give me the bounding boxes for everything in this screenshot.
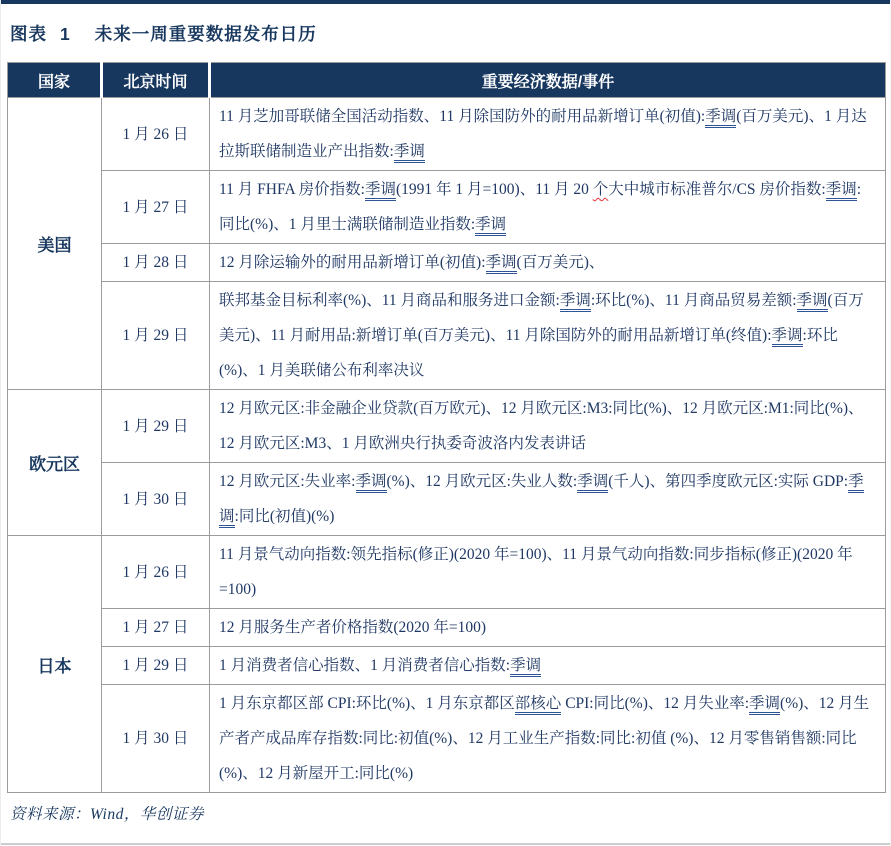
event-text: :同比(初值)(%): [234, 508, 335, 525]
date-cell: 1 月 30 日: [102, 463, 210, 536]
event-cell: [210, 98, 886, 171]
table-row: [8, 536, 886, 609]
date-cell: 1 月 30 日: [102, 685, 210, 793]
date-cell: 1 月 28 日: [102, 244, 210, 282]
figure-title: [10, 21, 890, 46]
country-cell: 日本: [8, 536, 102, 793]
header-row: [8, 63, 886, 98]
event-text: 12 月欧元区:非金融企业贷款(百万欧元)、12 月欧元区:M3:同比(%)、12 月欧元区:M1:同比(%)、12 月欧元区:M3、1 月欧洲央行执委奇波洛内发表讲话: [219, 400, 864, 452]
grammar-underlined-text: 季调: [486, 254, 517, 274]
table-row: [8, 647, 886, 685]
event-text: (百万美元)、: [516, 254, 605, 271]
event-cell: [210, 282, 886, 390]
event-cell: [210, 244, 886, 282]
event-cell: [210, 463, 886, 536]
event-cell: [210, 171, 886, 244]
grammar-underlined-text: 季调: [749, 695, 780, 715]
grammar-underlined-text: 季调: [394, 143, 425, 163]
grammar-underlined-text: 季调: [560, 292, 591, 312]
event-text: :环比(%)、1 月美联储公布利率决议: [219, 327, 838, 379]
event-cell: [210, 609, 886, 647]
table-row: [8, 463, 886, 536]
col-header-country: 国家: [8, 63, 102, 98]
event-text: CPI:同比(%)、12 月失业率:: [561, 695, 750, 712]
event-text: 1 月东京都区部 CPI:环比(%)、1 月东京都区: [219, 695, 515, 712]
event-text: 12 月除运输外的耐用品新增订单(初值):: [219, 254, 486, 271]
col-header-event: 重要经济数据/事件: [210, 63, 886, 98]
event-text: (百万美元)、1 月达拉斯联储制造业产出指数:: [219, 108, 867, 160]
grammar-underlined-text: 季调: [797, 292, 828, 312]
event-cell: [210, 536, 886, 609]
grammar-underlined-text: 季调: [705, 108, 736, 128]
spellcheck-underlined-text: 个: [592, 181, 609, 198]
event-text: 12 月欧元区:失业率:: [219, 473, 356, 490]
data-calendar-table: [7, 62, 886, 793]
table-row: [8, 685, 886, 793]
event-text: 1 月消费者信心指数、1 月消费者信心指数:: [219, 657, 511, 674]
event-text: 12 月服务生产者价格指数(2020 年=100): [219, 619, 487, 636]
event-text: (百万美元)、11 月耐用品:新增订单(百万美元)、11 月除国防外的耐用品新增订单(终值):: [219, 292, 864, 344]
event-text: (1991 年 1 月=100)、11 月 20: [396, 181, 593, 198]
table-row: [8, 609, 886, 647]
grammar-underlined-text: 部核心: [515, 695, 562, 715]
event-text: 大中城市标准普尔/CS 房价指数:: [608, 181, 826, 198]
source-note: 资料来源：Wind，华创证券: [10, 806, 204, 823]
table-row: [8, 282, 886, 390]
event-cell: [210, 685, 886, 793]
date-cell: 1 月 29 日: [102, 390, 210, 463]
date-cell: 1 月 29 日: [102, 647, 210, 685]
event-text: :环比(%)、11 月商品贸易差额:: [590, 292, 797, 309]
country-cell: 欧元区: [8, 390, 102, 536]
table-row: [8, 390, 886, 463]
event-text: (%)、12 月生产者产成品库存指数:同比:初值(%)、12 月工业生产指数:同比:初值 (%)、12 月零售销售额:同比(%)、12 月新屋开工:同比(%): [219, 695, 870, 782]
grammar-underlined-text: 季调: [356, 473, 387, 493]
event-text: 11 月景气动向指数:领先指标(修正)(2020 年=100)、11 月景气动向指数:同步指标(修正)(2020 年=100): [219, 546, 853, 598]
event-text: 11 月 FHFA 房价指数:: [219, 181, 365, 198]
event-cell: [210, 390, 886, 463]
event-text: 11 月芝加哥联储全国活动指数、11 月除国防外的耐用品新增订单(初值):: [219, 108, 706, 125]
col-header-beijing-time: 北京时间: [102, 63, 210, 98]
table-row: [8, 244, 886, 282]
grammar-underlined-text: 季调: [510, 657, 541, 677]
figure-number: 1: [60, 24, 71, 44]
grammar-underlined-text: 季调: [826, 181, 857, 201]
date-cell: 1 月 29 日: [102, 282, 210, 390]
date-cell: 1 月 27 日: [102, 171, 210, 244]
figure-label: 图表: [10, 24, 47, 44]
table-row: [8, 98, 886, 171]
event-text: 联邦基金目标利率(%)、11 月商品和服务进口金额:: [219, 292, 560, 309]
date-cell: 1 月 26 日: [102, 536, 210, 609]
table-row: [8, 171, 886, 244]
event-cell: [210, 647, 886, 685]
grammar-underlined-text: 季调: [577, 473, 608, 493]
grammar-underlined-text: 季调: [475, 216, 506, 236]
event-text: (%)、12 月欧元区:失业人数:: [386, 473, 578, 490]
event-text: (千人)、第四季度欧元区:实际 GDP:: [608, 473, 849, 490]
grammar-underlined-text: 季调: [772, 327, 803, 347]
country-cell: 美国: [8, 98, 102, 390]
date-cell: 1 月 26 日: [102, 98, 210, 171]
grammar-underlined-text: 季调: [219, 473, 864, 528]
date-cell: 1 月 27 日: [102, 609, 210, 647]
figure-name: 未来一周重要数据发布日历: [94, 24, 317, 44]
event-text: :同比(%)、1 月里士满联储制造业指数:: [219, 181, 862, 233]
bottom-divider: [1, 843, 890, 845]
grammar-underlined-text: 季调: [365, 181, 396, 201]
top-divider: [1, 0, 890, 4]
